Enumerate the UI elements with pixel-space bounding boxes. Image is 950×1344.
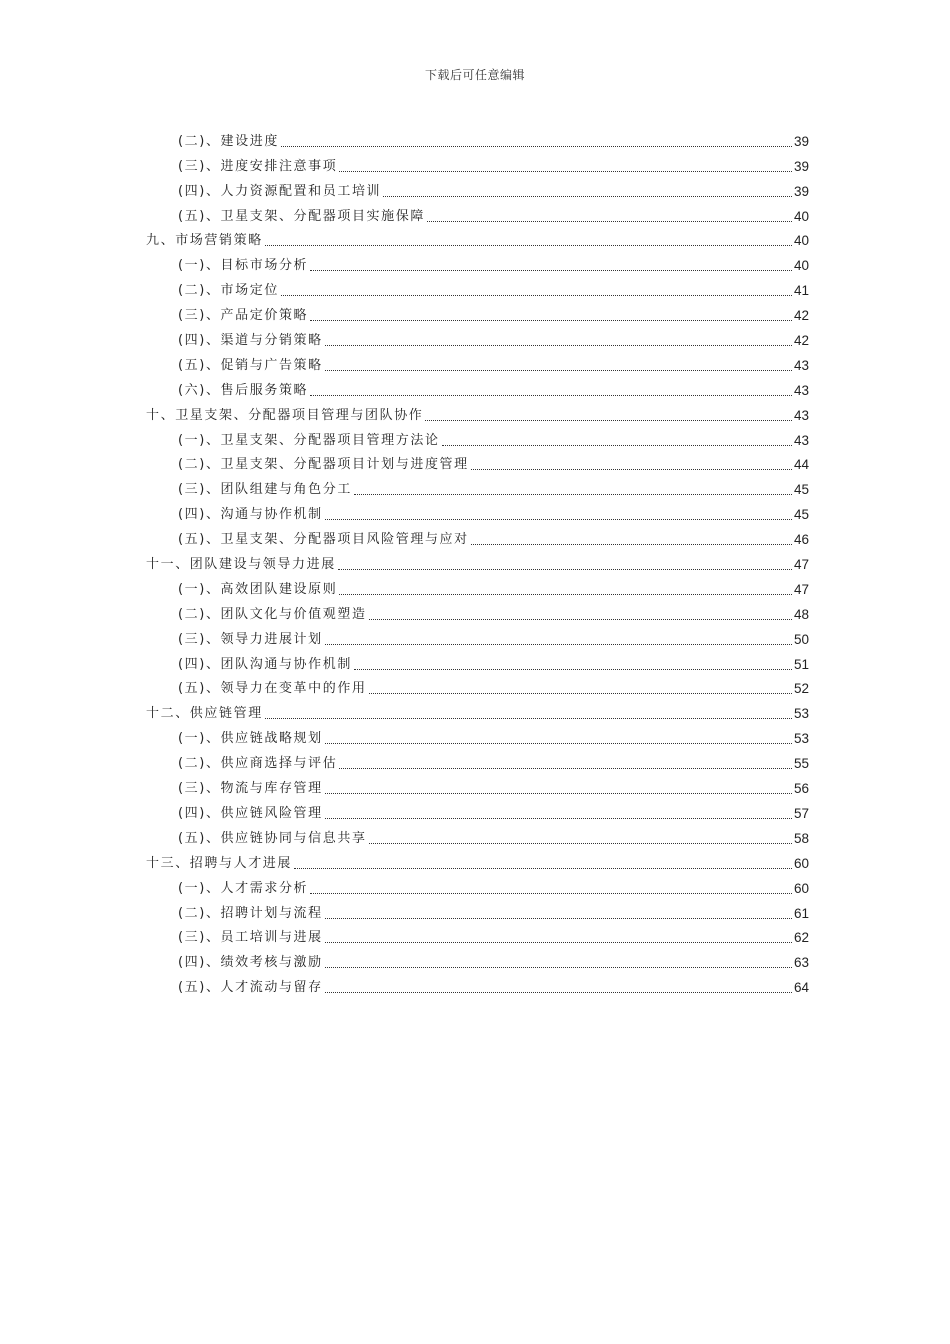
toc-entry-page-number: 40	[793, 208, 809, 224]
toc-entry[interactable]	[146, 250, 809, 275]
toc-entry[interactable]	[146, 848, 809, 873]
toc-entry-title: (四)、绩效考核与激励	[178, 955, 323, 971]
toc-entry-page-number: 46	[793, 532, 809, 548]
toc-entry-page-number: 39	[793, 183, 809, 199]
dot-leader	[281, 295, 792, 296]
toc-entry[interactable]	[146, 823, 809, 848]
toc-entry[interactable]	[146, 748, 809, 773]
toc-entry[interactable]	[146, 624, 809, 649]
dot-leader	[325, 743, 792, 744]
dot-leader	[265, 718, 792, 719]
toc-entry-page-number: 53	[793, 706, 809, 722]
toc-entry-title: (一)、卫星支架、分配器项目管理方法论	[178, 432, 440, 448]
toc-entry-page-number: 51	[793, 656, 809, 672]
toc-entry-page-number: 47	[793, 557, 809, 573]
dot-leader	[369, 843, 792, 844]
toc-entry-page-number: 40	[793, 258, 809, 274]
toc-entry-title: (二)、供应商选择与评估	[178, 756, 338, 772]
toc-entry-title: (三)、领导力进展计划	[178, 631, 323, 647]
dot-leader	[425, 420, 792, 421]
toc-entry-title: (四)、沟通与协作机制	[178, 507, 323, 523]
toc-entry[interactable]	[146, 574, 809, 599]
toc-entry[interactable]	[146, 947, 809, 972]
toc-entry-title: (五)、领导力在变革中的作用	[178, 681, 367, 697]
dot-leader	[310, 893, 792, 894]
toc-entry-title: (二)、市场定位	[178, 283, 279, 299]
toc-entry[interactable]	[146, 698, 809, 723]
toc-entry-title: (二)、卫星支架、分配器项目计划与进度管理	[178, 457, 469, 473]
dot-leader	[325, 519, 792, 520]
toc-entry[interactable]	[146, 499, 809, 524]
dot-leader	[325, 942, 792, 943]
dot-leader	[310, 395, 792, 396]
dot-leader	[325, 918, 792, 919]
toc-entry[interactable]	[146, 649, 809, 674]
toc-entry-title: (四)、团队沟通与协作机制	[178, 656, 352, 672]
toc-entry-title: (一)、高效团队建设原则	[178, 581, 338, 597]
toc-entry[interactable]	[146, 773, 809, 798]
toc-entry-title: (五)、促销与广告策略	[178, 357, 323, 373]
toc-entry-page-number: 42	[793, 308, 809, 324]
toc-entry[interactable]	[146, 674, 809, 699]
toc-entry-page-number: 60	[793, 880, 809, 896]
dot-leader	[325, 644, 792, 645]
toc-entry-title: (五)、卫星支架、分配器项目风险管理与应对	[178, 532, 469, 548]
toc-entry-page-number: 43	[793, 357, 809, 373]
toc-entry[interactable]	[146, 549, 809, 574]
toc-entry-page-number: 45	[793, 507, 809, 523]
toc-entry[interactable]	[146, 201, 809, 226]
page-header: 下载后可任意编辑	[424, 68, 525, 82]
toc-entry-page-number: 44	[793, 457, 809, 473]
dot-leader	[383, 196, 792, 197]
toc-entry-title: (四)、渠道与分销策略	[178, 333, 323, 349]
toc-entry-page-number: 62	[793, 930, 809, 946]
dot-leader	[442, 445, 792, 446]
toc-entry-title: (六)、售后服务策略	[178, 382, 309, 398]
toc-entry-title: 十三、招聘与人才进展	[146, 855, 293, 871]
toc-entry-title: (三)、产品定价策略	[178, 308, 309, 324]
dot-leader	[325, 345, 792, 346]
dot-leader	[325, 992, 792, 993]
dot-leader	[354, 669, 792, 670]
toc-entry[interactable]	[146, 474, 809, 499]
toc-entry-page-number: 41	[793, 283, 809, 299]
toc-entry-title: (一)、人才需求分析	[178, 880, 309, 896]
dot-leader	[281, 146, 792, 147]
dot-leader	[294, 868, 792, 869]
dot-leader	[339, 768, 792, 769]
dot-leader	[265, 245, 792, 246]
dot-leader	[325, 967, 792, 968]
toc-entry-page-number: 50	[793, 631, 809, 647]
toc-entry[interactable]	[146, 325, 809, 350]
toc-entry-title: (四)、供应链风险管理	[178, 805, 323, 821]
dot-leader	[310, 320, 792, 321]
toc-entry-title: (五)、人才流动与留存	[178, 980, 323, 996]
toc-entry-title: 九、市场营销策略	[146, 233, 263, 249]
toc-entry[interactable]	[146, 524, 809, 549]
toc-entry-title: (五)、卫星支架、分配器项目实施保障	[178, 208, 425, 224]
dot-leader	[369, 693, 792, 694]
dot-leader	[325, 370, 792, 371]
toc-entry-page-number: 63	[793, 955, 809, 971]
toc-entry-title: 十一、团队建设与领导力进展	[146, 557, 336, 573]
toc-entry-title: (一)、供应链战略规划	[178, 731, 323, 747]
toc-entry-page-number: 57	[793, 805, 809, 821]
toc-entry[interactable]	[146, 450, 809, 475]
toc-entry-page-number: 56	[793, 781, 809, 797]
toc-entry-title: (三)、进度安排注意事项	[178, 158, 338, 174]
toc-entry-page-number: 45	[793, 482, 809, 498]
dot-leader	[354, 494, 792, 495]
toc-entry-title: (五)、供应链协同与信息共享	[178, 830, 367, 846]
toc-entry[interactable]	[146, 723, 809, 748]
toc-entry-page-number: 61	[793, 905, 809, 921]
dot-leader	[325, 793, 792, 794]
toc-entry[interactable]	[146, 972, 809, 997]
dot-leader	[471, 469, 792, 470]
toc-entry-page-number: 43	[793, 407, 809, 423]
toc-entry[interactable]	[146, 923, 809, 948]
dot-leader	[338, 569, 792, 570]
dot-leader	[369, 619, 792, 620]
toc-entry-page-number: 47	[793, 581, 809, 597]
toc-entry-title: (二)、建设进度	[178, 133, 279, 149]
toc-entry-page-number: 48	[793, 606, 809, 622]
toc-entry[interactable]	[146, 300, 809, 325]
toc-entry-title: (一)、目标市场分析	[178, 258, 309, 274]
toc-entry-title: (三)、团队组建与角色分工	[178, 482, 352, 498]
toc-entry[interactable]	[146, 226, 809, 251]
toc-entry-page-number: 52	[793, 681, 809, 697]
toc-entry-page-number: 53	[793, 731, 809, 747]
toc-entry[interactable]	[146, 375, 809, 400]
toc-entry[interactable]	[146, 350, 809, 375]
toc-entry[interactable]	[146, 275, 809, 300]
toc-entry-page-number: 55	[793, 756, 809, 772]
toc-entry[interactable]	[146, 898, 809, 923]
toc-entry-page-number: 60	[793, 855, 809, 871]
toc-entry-page-number: 58	[793, 830, 809, 846]
toc-entry[interactable]	[146, 151, 809, 176]
toc-entry[interactable]	[146, 873, 809, 898]
dot-leader	[325, 818, 792, 819]
toc-entry[interactable]	[146, 798, 809, 823]
toc-entry-title: (三)、物流与库存管理	[178, 781, 323, 797]
toc-entry-title: 十、卫星支架、分配器项目管理与团队协作	[146, 407, 424, 423]
toc-entry-title: (二)、招聘计划与流程	[178, 905, 323, 921]
toc-entry-title: (二)、团队文化与价值观塑造	[178, 606, 367, 622]
dot-leader	[471, 544, 792, 545]
toc-entry-page-number: 39	[793, 158, 809, 174]
toc-entry-page-number: 43	[793, 382, 809, 398]
toc-entry-title: 十二、供应链管理	[146, 706, 263, 722]
toc-entry[interactable]	[146, 176, 809, 201]
dot-leader	[339, 594, 792, 595]
dot-leader	[310, 270, 792, 271]
dot-leader	[339, 171, 792, 172]
toc-entry-page-number: 43	[793, 432, 809, 448]
toc-entry-page-number: 40	[793, 233, 809, 249]
toc-entry[interactable]	[146, 599, 809, 624]
toc-entry[interactable]	[146, 400, 809, 425]
table-of-contents	[146, 126, 809, 997]
toc-entry-title: (四)、人力资源配置和员工培训	[178, 183, 382, 199]
toc-entry-page-number: 42	[793, 333, 809, 349]
toc-entry-page-number: 39	[793, 133, 809, 149]
toc-entry[interactable]	[146, 126, 809, 151]
toc-entry-title: (三)、员工培训与进展	[178, 930, 323, 946]
toc-entry-page-number: 64	[793, 980, 809, 996]
toc-entry[interactable]	[146, 425, 809, 450]
dot-leader	[427, 221, 792, 222]
